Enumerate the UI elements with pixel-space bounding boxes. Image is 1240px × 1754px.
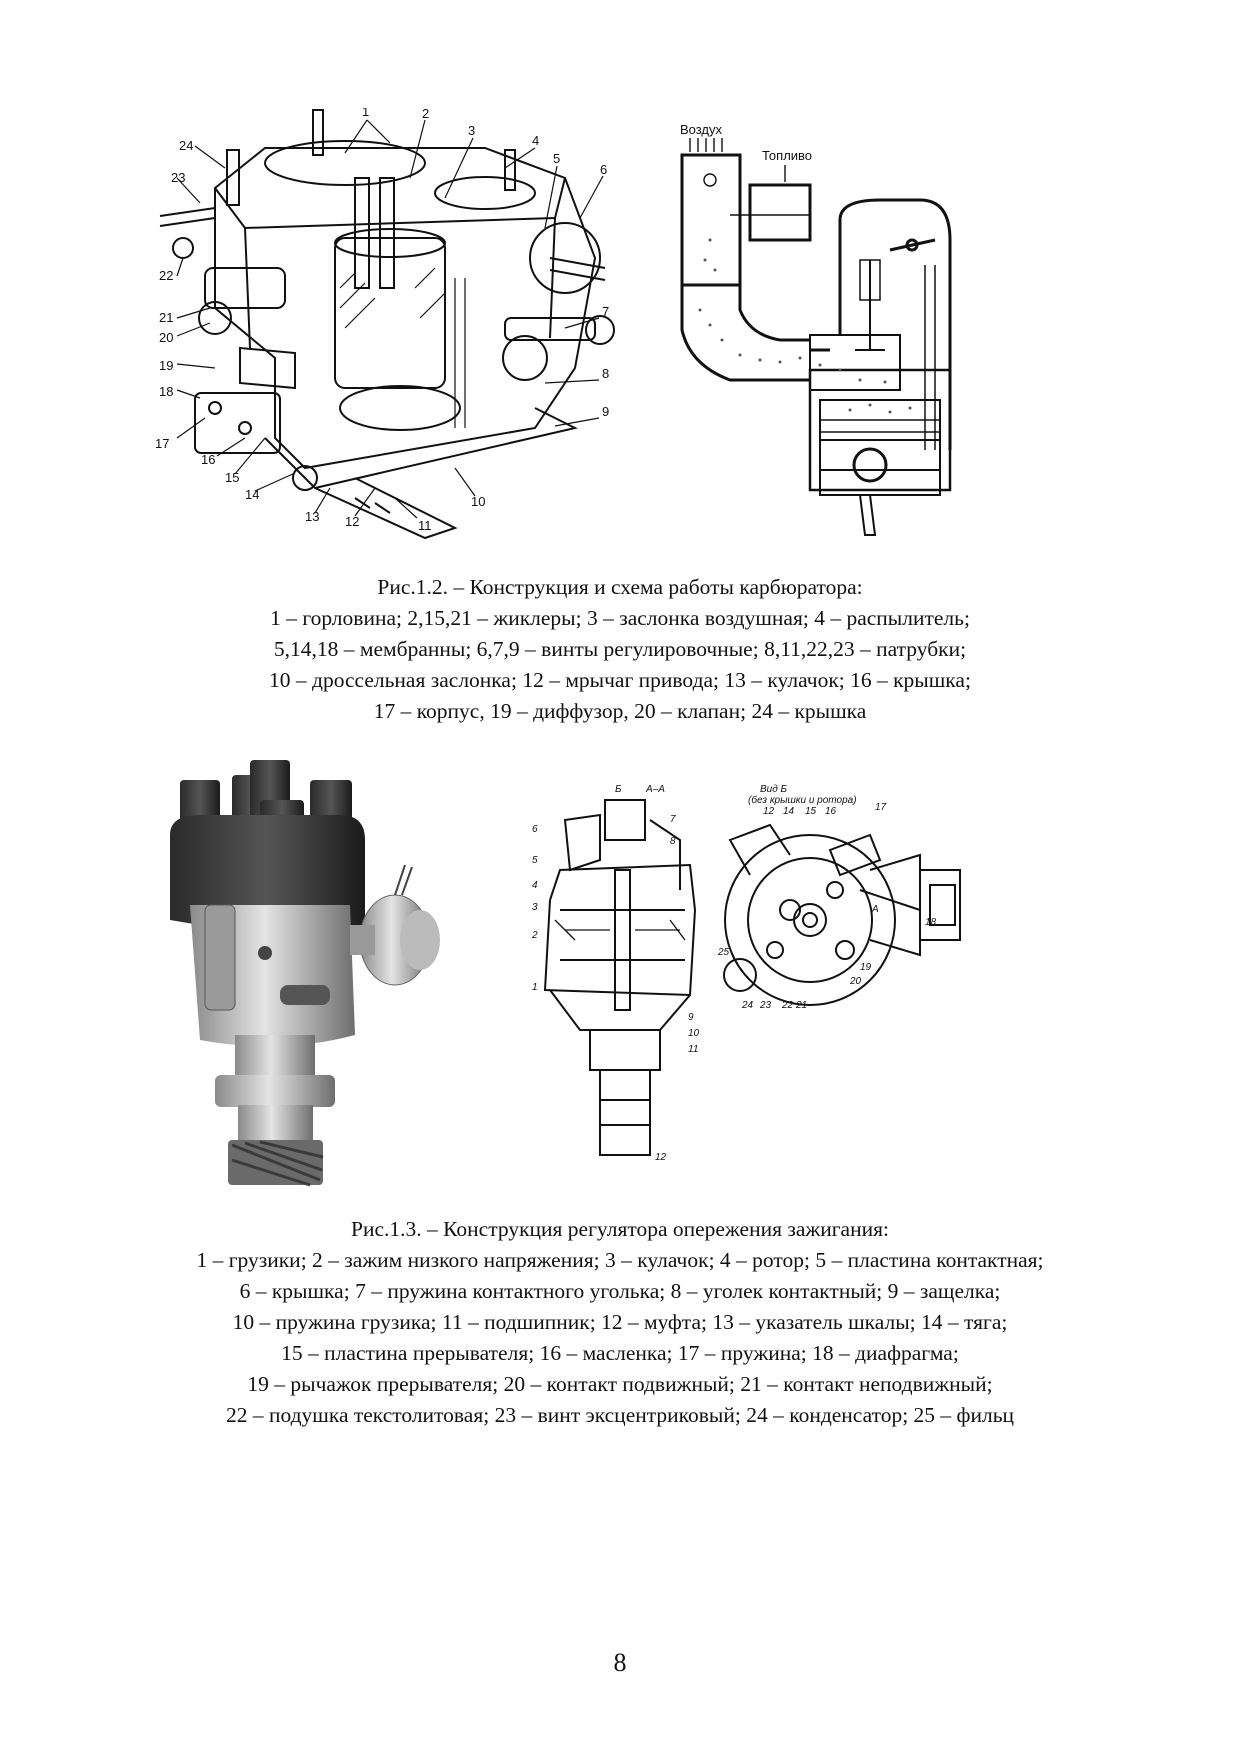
svg-text:14: 14	[245, 487, 260, 502]
svg-text:24: 24	[742, 1000, 754, 1011]
caption-line: 6 – крышка; 7 – пружина контактного уголька; 8 – уголек контактный; 9 – защелка;	[239, 1279, 1001, 1303]
svg-text:12: 12	[763, 806, 775, 817]
svg-text:4: 4	[532, 133, 540, 148]
svg-text:18: 18	[925, 917, 937, 928]
svg-text:21: 21	[159, 310, 174, 325]
svg-text:10: 10	[688, 1028, 700, 1039]
svg-text:16: 16	[825, 806, 837, 817]
svg-text:7: 7	[670, 814, 676, 825]
caption-line: 17 – корпус, 19 – диффузор, 20 – клапан; 24 – крышка	[373, 699, 867, 723]
svg-text:13: 13	[305, 509, 320, 524]
caption-line: Рис.1.3. – Конструкция регулятора опережения зажигания:	[351, 1217, 889, 1241]
svg-text:9: 9	[602, 404, 610, 419]
svg-text:18: 18	[159, 384, 174, 399]
svg-text:4: 4	[532, 880, 538, 891]
section-label-note: (без крышки и ротора)	[748, 795, 857, 806]
svg-text:15: 15	[805, 806, 817, 817]
caption-line: 22 – подушка текстолитовая; 23 – винт эксцентриковый; 24 – конденсатор; 25 – фильц	[225, 1403, 1015, 1427]
caption-line: Рис.1.2. – Конструкция и схема работы карбюратора:	[377, 575, 863, 599]
svg-text:8: 8	[602, 366, 610, 381]
section-label-b-arrow: Б	[615, 784, 622, 795]
section-label-a: А	[872, 904, 879, 915]
svg-text:19: 19	[159, 358, 174, 373]
svg-text:6: 6	[600, 162, 608, 177]
svg-text:23: 23	[171, 170, 186, 185]
page-number: 8	[613, 1648, 627, 1677]
svg-text:15: 15	[225, 470, 240, 485]
caption-line: 1 – горловина; 2,15,21 – жиклеры; 3 – заслонка воздушная; 4 – распылитель;	[270, 606, 970, 630]
svg-text:10: 10	[471, 494, 486, 509]
caption-line: 1 – грузики; 2 – зажим низкого напряжения; 3 – кулачок; 4 – ротор; 5 – пластина контактная;	[196, 1248, 1044, 1272]
svg-text:5: 5	[532, 855, 538, 866]
figure-1-3-caption	[120, 1214, 1120, 1431]
svg-text:19: 19	[860, 962, 872, 973]
distributor-photo	[160, 755, 480, 1200]
svg-text:17: 17	[875, 802, 887, 813]
svg-text:12: 12	[655, 1152, 667, 1163]
svg-text:11: 11	[688, 1044, 699, 1055]
svg-text:1: 1	[362, 108, 370, 119]
svg-text:11: 11	[418, 518, 432, 533]
svg-text:3: 3	[468, 123, 476, 138]
svg-text:2: 2	[422, 108, 430, 121]
svg-text:12: 12	[345, 514, 360, 529]
caption-line: 10 – дроссельная заслонка; 12 – мрычаг привода; 13 – кулачок; 16 – крышка;	[269, 668, 971, 692]
distributor-section-drawing	[520, 780, 990, 1190]
svg-text:7: 7	[602, 304, 610, 319]
svg-text:23: 23	[760, 1000, 772, 1011]
caption-line: 5,14,18 – мембранны; 6,7,9 – винты регулировочные; 8,11,22,23 – патрубки;	[273, 637, 967, 661]
svg-text:16: 16	[201, 452, 216, 467]
caption-line: 10 – пружина грузика; 11 – подшипник; 12 – муфта; 13 – указатель шкалы; 14 – тяга;	[232, 1310, 1008, 1334]
svg-text:2: 2	[532, 930, 538, 941]
svg-text:24: 24	[179, 138, 194, 153]
svg-text:20: 20	[850, 976, 862, 987]
svg-text:5: 5	[553, 151, 561, 166]
svg-text:8: 8	[670, 836, 676, 847]
carburetor-schematic	[670, 120, 1070, 590]
figure-1-2-caption	[120, 572, 1120, 727]
fuel-label: Топливо	[762, 148, 813, 163]
svg-text:3: 3	[532, 902, 538, 913]
section-label-view-b: Вид Б	[760, 784, 788, 795]
svg-text:6: 6	[532, 824, 538, 835]
svg-text:9: 9	[688, 1012, 694, 1023]
svg-text:22: 22	[782, 1000, 794, 1011]
caption-line: 19 – рычажок прерывателя; 20 – контакт подвижный; 21 – контакт неподвижный;	[247, 1372, 993, 1396]
svg-text:22: 22	[159, 268, 174, 283]
section-label-a-a: А–А	[646, 784, 665, 795]
svg-text:21: 21	[796, 1000, 808, 1011]
svg-text:17: 17	[155, 436, 170, 451]
caption-line: 15 – пластина прерывателя; 16 – масленка; 17 – пружина; 18 – диафрагма;	[281, 1341, 959, 1365]
svg-text:14: 14	[783, 806, 795, 817]
svg-text:1: 1	[532, 982, 538, 993]
svg-text:20: 20	[159, 330, 174, 345]
carburetor-drawing	[155, 108, 655, 578]
air-label: Воздух	[680, 122, 723, 137]
svg-text:25: 25	[718, 947, 730, 958]
